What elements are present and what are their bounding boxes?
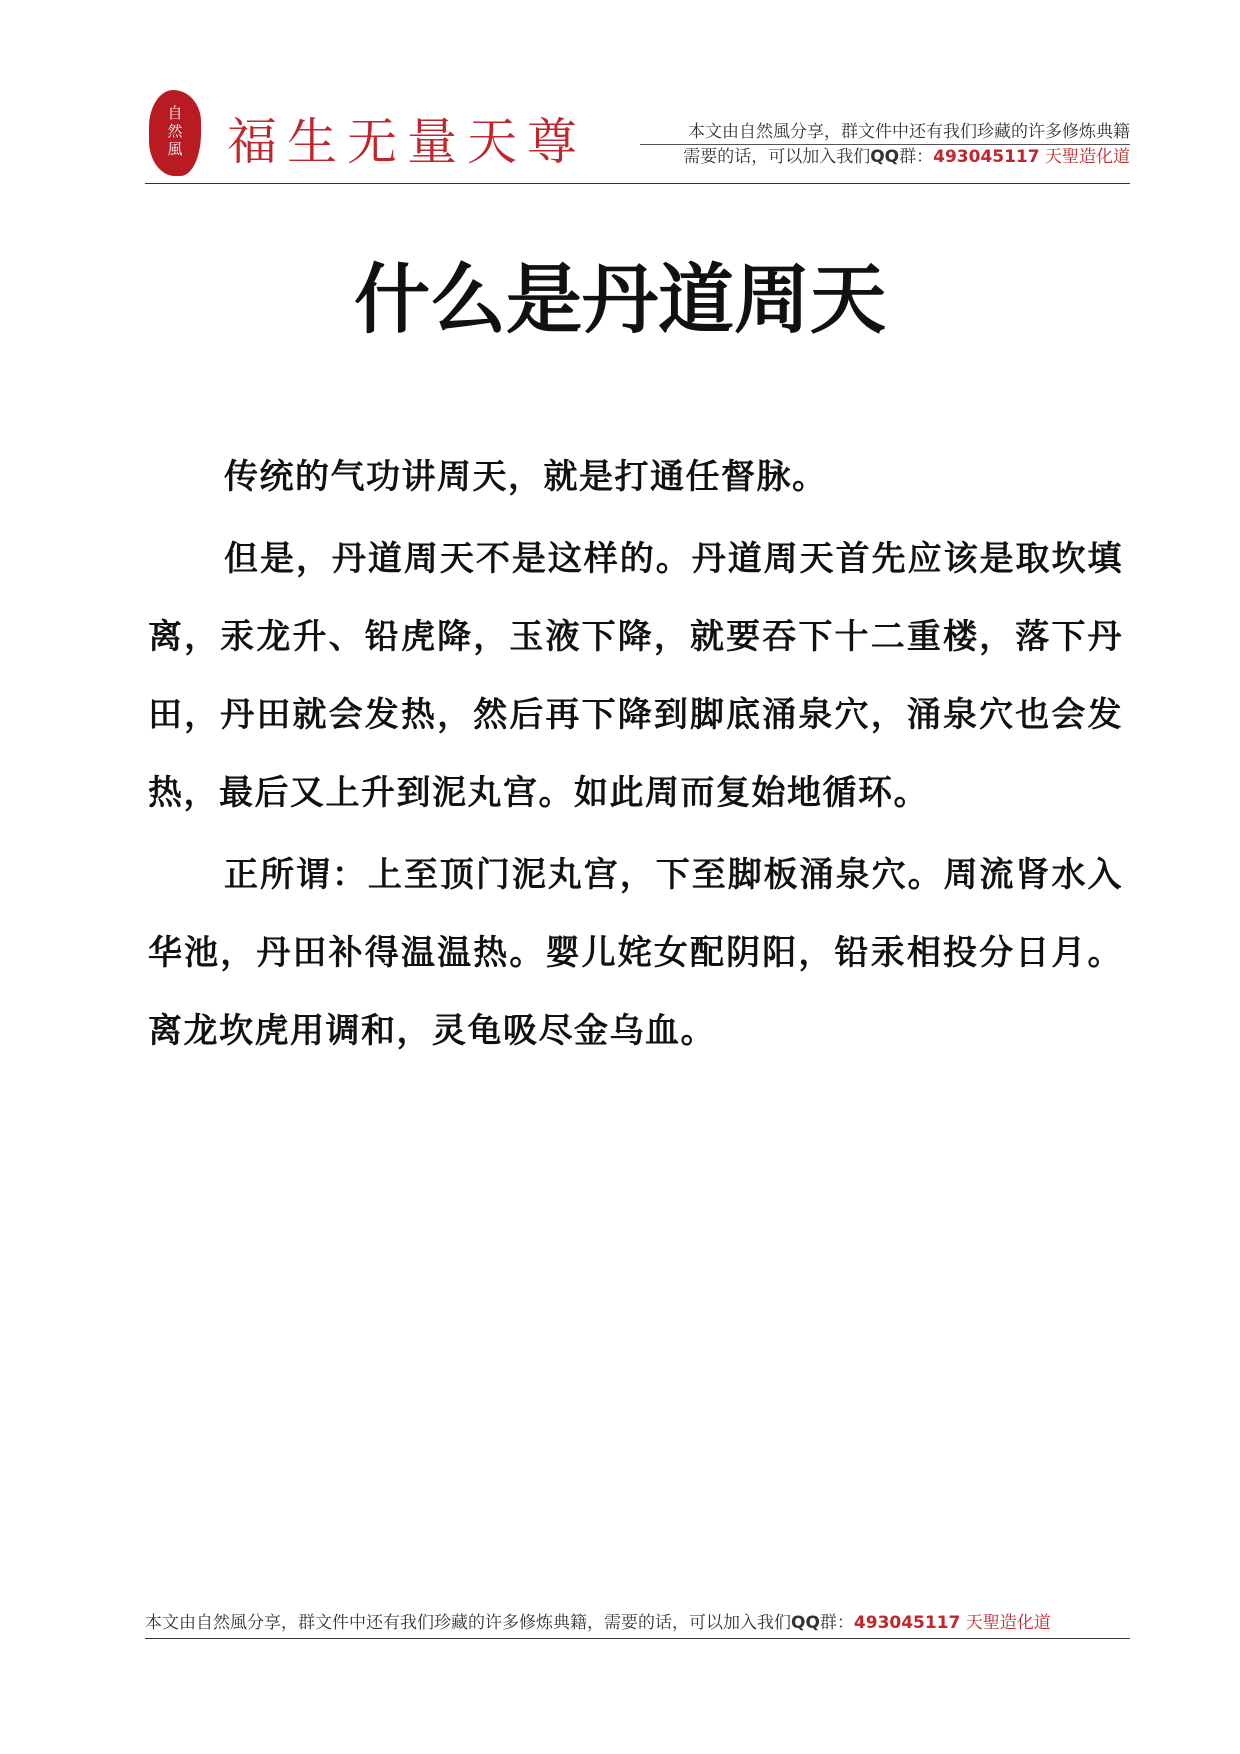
page-footer (145, 1610, 1130, 1639)
seal-char: 然 (167, 122, 183, 140)
article-body (148, 438, 1123, 1074)
header-qq-number: 493045117 (933, 147, 1040, 167)
paragraph: 传统的气功讲周天，就是打通任督脉。 (224, 457, 828, 497)
footer-group-name: 天聖造化道 (965, 1613, 1051, 1633)
footer-group-label: 群： (819, 1613, 854, 1633)
paragraph: 但是，丹道周天不是这样的。丹道周天首先应该是取坎填离，汞龙升、铅虎降，玉液下降，就要吞下十二重楼，落下丹田，丹田就会发热，然后再下降到脚底涌泉穴，涌泉穴也会发热，最后又上升到泥丸宫。如此周而复始地循环。 (148, 539, 1123, 813)
paragraph: 正所谓：上至顶门泥丸宫，下至脚板涌泉穴。周流肾水入华池，丹田补得温温热。婴儿姹女配阴阳，铅汞相投分日月。离龙坎虎用调和，灵龟吸尽金乌血。 (148, 855, 1123, 1051)
seal-char: 風 (167, 140, 183, 158)
header-group-label: 群： (899, 147, 934, 167)
header-notice-prefix: 需要的话，可以加入我们 (683, 147, 871, 167)
header-group-name: 天聖造化道 (1045, 147, 1130, 167)
footer-text: 本文由自然風分享，群文件中还有我们珍藏的许多修炼典籍，需要的话，可以加入我们 (145, 1613, 791, 1633)
footer-qq-label: QQ (791, 1613, 820, 1633)
brand-calligraphy: 福生无量天尊 (227, 113, 587, 171)
header-notice-line1: 本文由自然風分享，群文件中还有我们珍藏的许多修炼典籍 (640, 120, 1130, 145)
header-divider (145, 183, 1130, 184)
footer-qq-number: 493045117 (853, 1613, 961, 1633)
header-qq-label: QQ (870, 147, 900, 167)
seal-char: 自 (167, 104, 183, 122)
page-title: 什么是丹道周天 (354, 255, 886, 344)
header-notice (640, 120, 1130, 169)
header-notice-line2 (640, 145, 1130, 169)
seal-logo (149, 90, 201, 176)
page-header (145, 86, 1130, 186)
